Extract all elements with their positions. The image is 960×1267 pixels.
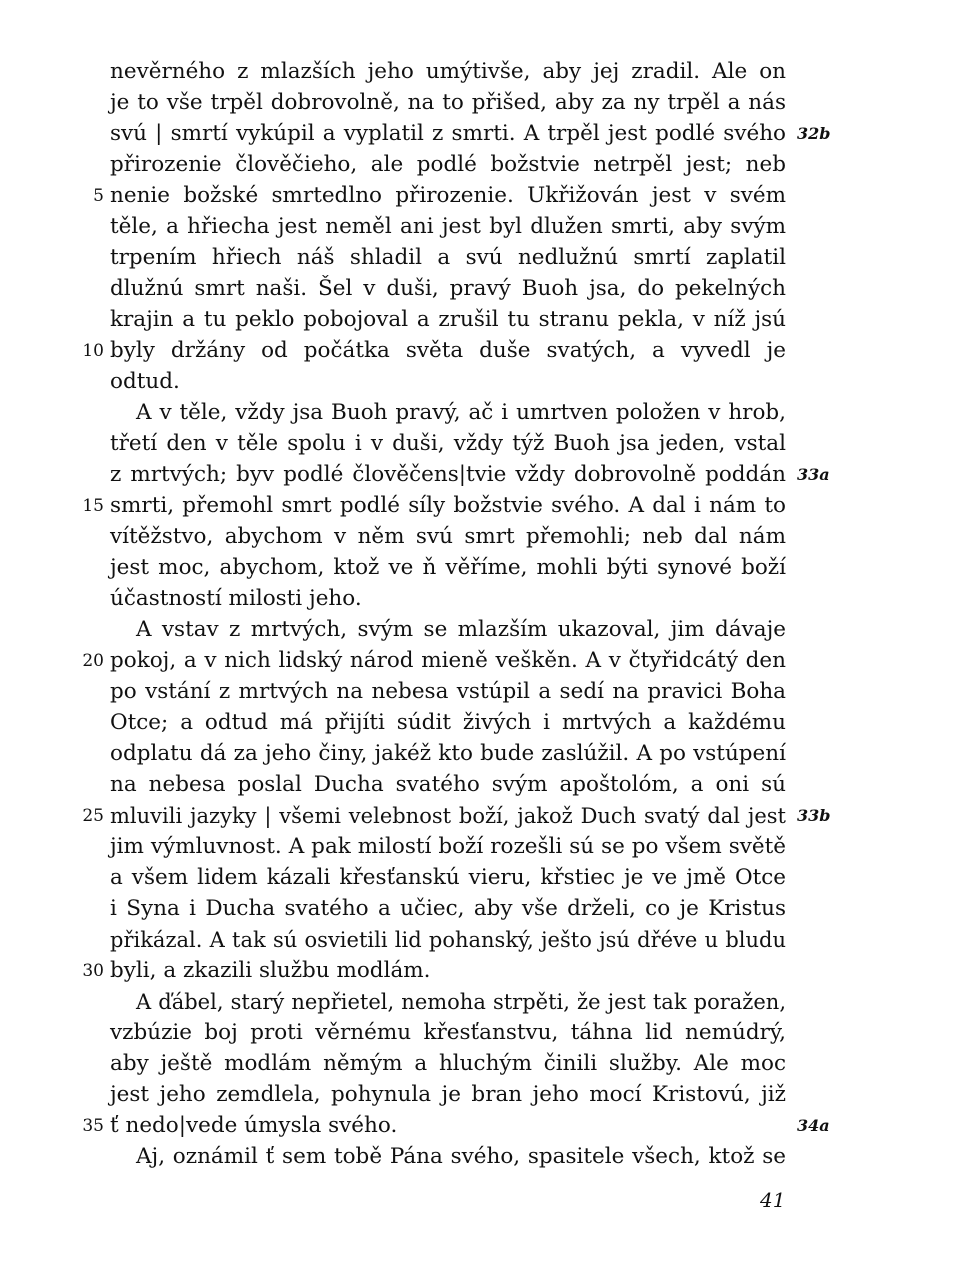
text-line: na nebesa poslal Ducha svatého svým apoštolóm, a oni sú <box>110 772 786 797</box>
text-line: těle, a hřiecha jest neměl ani jest byl dlužen smrti, aby svým <box>110 214 786 239</box>
text-line: ť nedo|vede úmysla svého. <box>110 1113 398 1138</box>
text-line: přirozenie člověčieho, ale podlé božstvie netrpěl jest; neb <box>110 152 786 177</box>
line-number: 5 <box>93 186 104 206</box>
text-line: aby ještě modlám němým a hluchým činili služby. Ale moc <box>110 1051 786 1076</box>
margin-folio-reference: 33b <box>797 806 831 825</box>
text-line: vzbúzie boj proti věrnému křesťanstvu, táhna lid nemúdrý, <box>110 1020 786 1045</box>
line-number: 15 <box>82 496 104 516</box>
text-line: po vstání z mrtvých na nebesa vstúpil a sedí na pravici Boha <box>110 679 786 704</box>
text-line: mluvili jazyky | všemi velebnost boží, jakož Duch svatý dal jest <box>110 804 786 828</box>
line-number: 10 <box>82 341 104 361</box>
text-line: Otce; a odtud má přijíti súdit živých i mrtvých a každému <box>110 710 786 735</box>
line-number: 20 <box>82 651 104 671</box>
text-line: nevěrného z mlazších jeho umýtivše, aby jej zradil. Ale on <box>110 59 786 84</box>
text-line: odplatu dá za jeho činy, jakéž kto bude zaslúžil. A po vstúpení <box>110 741 786 766</box>
text-line: Aj, oznámil ť sem tobě Pána svého, spasitele všech, ktož se <box>136 1144 786 1169</box>
page-number: 41 <box>760 1188 786 1212</box>
text-line: krajin a tu peklo pobojoval a zrušil tu stranu pekla, v níž jsú <box>110 307 786 332</box>
margin-folio-reference: 32b <box>797 124 831 143</box>
text-line: odtud. <box>110 369 180 394</box>
text-line: svú | smrtí vykúpil a vyplatil z smrti. A trpěl jest podlé svého <box>110 121 786 146</box>
text-line: a všem lidem kázali křesťanskú vieru, křstiec je ve jmě Otce <box>110 865 786 890</box>
text-line: jest jeho zemdlela, pohynula je bran jeho mocí Kristovú, již <box>110 1082 786 1107</box>
text-line: účastností milosti jeho. <box>110 586 362 611</box>
text-line: přikázal. A tak sú osvietili lid pohanský, ješto jsú dřéve u bludu <box>110 928 786 952</box>
text-line: smrti, přemohl smrt podlé síly božstvie svého. A dal i nám to <box>110 493 786 518</box>
text-line: trpením hřiech náš shladil a svú nedlužnú smrtí zaplatil <box>110 245 786 270</box>
text-line: nenie božské smrtedlno přirozenie. Ukřižován jest v svém <box>110 183 786 208</box>
line-number: 30 <box>82 961 104 981</box>
line-number: 35 <box>82 1116 104 1136</box>
text-line: byly držány od počátka světa duše svatých, a vyvedl je <box>110 338 786 363</box>
text-line: A ďábel, starý nepřietel, nemoha strpěti, že jest tak poražen, <box>136 990 786 1014</box>
text-line: jest moc, abychom, ktož ve ň věříme, mohli býti synové boží <box>110 555 786 580</box>
text-line: je to vše trpěl dobrovolně, na to přišed, aby za ny trpěl a nás <box>110 90 786 115</box>
text-line: A vstav z mrtvých, svým se mlazším ukazoval, jim dávaje <box>136 617 786 642</box>
text-line: z mrtvých; byv podlé člověčens|tvie vždy dobrovolně poddán <box>110 462 786 487</box>
text-line: byli, a zkazili službu modlám. <box>110 958 431 983</box>
text-line: i Syna i Ducha svatého a učiec, aby vše drželi, co je Kristus <box>110 896 786 921</box>
margin-folio-reference: 33a <box>797 465 830 484</box>
text-line: dlužnú smrt naši. Šel v duši, pravý Buoh jsa, do pekelných <box>110 276 786 301</box>
line-number: 25 <box>82 806 104 826</box>
text-line: pokoj, a v nich lidský národ mieně veškěn. A v čtyřidcátý den <box>110 648 786 673</box>
text-line: A v těle, vždy jsa Buoh pravý, ač i umrtven položen v hrob, <box>136 400 786 425</box>
text-line: vítěžstvo, abychom v něm svú smrt přemohli; neb dal nám <box>110 524 786 549</box>
text-line: třetí den v těle spolu i v duši, vždy týž Buoh jsa jeden, vstal <box>110 431 786 456</box>
margin-folio-reference: 34a <box>797 1116 830 1135</box>
text-line: jim výmluvnost. A pak milostí boží rozešli sú se po všem světě <box>110 834 786 859</box>
